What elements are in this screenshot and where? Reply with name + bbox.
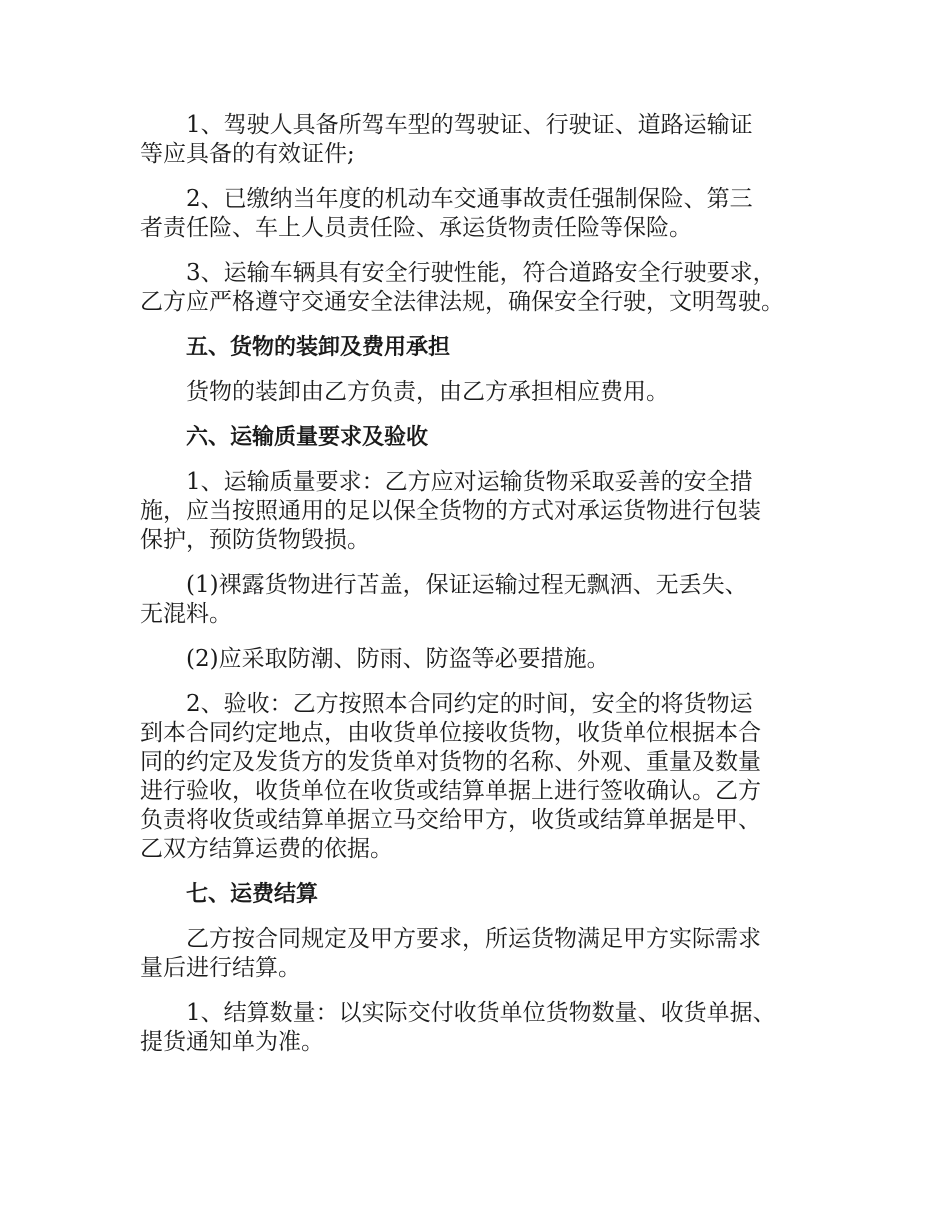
text-line: 1、结算数量：以实际交付收货单位货物数量、收货单据、 xyxy=(186,1000,776,1026)
text-line: 1、驾驶人具备所驾车型的驾驶证、行驶证、道路运输证 xyxy=(186,112,753,138)
text-line: (2)应采取防潮、防雨、防盗等必要措施。 xyxy=(186,646,610,672)
text-line: 2、已缴纳当年度的机动车交通事故责任强制保险、第三 xyxy=(186,186,753,212)
heading-text: 七、运费结算 xyxy=(186,882,319,907)
paragraph-quality-requirements xyxy=(140,468,825,555)
text-line: 货物的装卸由乙方负责，由乙方承担相应费用。 xyxy=(186,379,669,405)
section-heading-loading xyxy=(140,333,825,362)
text-line: 量后进行结算。 xyxy=(140,955,301,981)
paragraph-item-1 xyxy=(140,571,825,629)
text-line: 提货通知单为准。 xyxy=(140,1029,324,1055)
heading-text: 五、货物的装卸及费用承担 xyxy=(186,335,451,360)
paragraph-item-2 xyxy=(140,645,825,674)
paragraph-settlement-quantity xyxy=(140,999,825,1057)
text-line: 到本合同约定地点，由收货单位接收货物，收货单位根据本合 xyxy=(140,720,761,746)
text-line: 3、运输车辆具有安全行驶性能，符合道路安全行驶要求， xyxy=(186,260,776,286)
paragraph-loading-cost xyxy=(140,378,825,407)
text-line: 施，应当按照通用的足以保全货物的方式对承运货物进行包装 xyxy=(140,498,761,524)
text-line: 负责将收货或结算单据立马交给甲方，收货或结算单据是甲、 xyxy=(140,807,761,833)
text-line: 进行验收，收货单位在收货或结算单据上进行签收确认。乙方 xyxy=(140,778,761,804)
text-line: 乙方按合同规定及甲方要求，所运货物满足甲方实际需求 xyxy=(186,926,761,952)
paragraph-insurance xyxy=(140,185,825,243)
section-heading-settlement xyxy=(140,880,825,909)
heading-text: 六、运输质量要求及验收 xyxy=(186,425,429,450)
paragraph-vehicle-safety xyxy=(140,259,825,317)
section-heading-quality xyxy=(140,423,825,452)
text-line: 等应具备的有效证件; xyxy=(140,141,355,167)
text-line: 者责任险、车上人员责任险、承运货物责任险等保险。 xyxy=(140,215,692,241)
text-line: 无混料。 xyxy=(140,601,232,627)
text-line: 保护，预防货物毁损。 xyxy=(140,527,370,553)
paragraph-driver-license xyxy=(140,111,825,169)
text-line: 乙双方结算运费的依据。 xyxy=(140,836,393,862)
text-line: 1、运输质量要求：乙方应对运输货物采取妥善的安全措 xyxy=(186,469,753,495)
text-line: (1)裸露货物进行苫盖，保证运输过程无飘洒、无丢失、 xyxy=(186,572,748,598)
paragraph-settlement-intro xyxy=(140,925,825,983)
document-body xyxy=(140,111,825,1073)
paragraph-acceptance xyxy=(140,690,825,864)
text-line: 乙方应严格遵守交通安全法律法规，确保安全行驶，文明驾驶。 xyxy=(140,289,784,315)
text-line: 同的约定及发货方的发货单对货物的名称、外观、重量及数量 xyxy=(140,749,761,775)
text-line: 2、验收：乙方按照本合同约定的时间，安全的将货物运 xyxy=(186,691,753,717)
